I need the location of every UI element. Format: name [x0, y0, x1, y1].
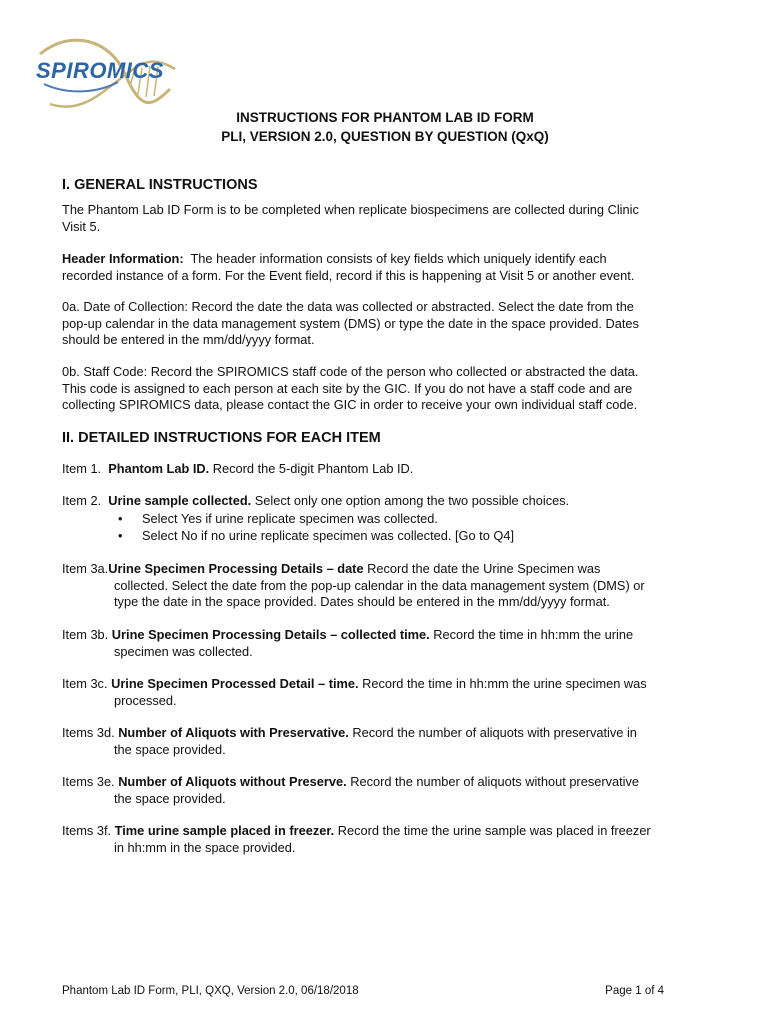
- document-title: INSTRUCTIONS FOR PHANTOM LAB ID FORM: [236, 110, 534, 125]
- section-heading-general: I. GENERAL INSTRUCTIONS: [62, 177, 258, 193]
- staff-code-paragraph: 0b. Staff Code: Record the SPIROMICS staff code of the person who collected or abstracted the data. This code is assigned to each person at each site by the GIC. If you do not have a staff code and are collecting SPIROMICS data, please contact the GIC in order to receive your own individual staff code.: [62, 364, 639, 412]
- header-information-paragraph: Header Information: The header information consists of key fields which uniquely identify each recorded instance of a form. For the Event field, record if this is happening at Visit 5 or another event.: [62, 251, 635, 283]
- footer-form-info: Phantom Lab ID Form, PLI, QXQ, Version 2.0, 06/18/2018: [62, 985, 359, 997]
- list-item: • Select No if no urine replicate specimen was collected. [Go to Q4]: [118, 527, 514, 544]
- list-item: • Select Yes if urine replicate specimen was collected.: [118, 510, 514, 527]
- general-intro-paragraph: The Phantom Lab ID Form is to be completed when replicate biospecimens are collected during Clinic Visit 5.: [62, 202, 639, 234]
- item-3e: Items 3e. Number of Aliquots without Preserve. Record the number of aliquots without preservative the space provided.: [62, 774, 640, 806]
- item-2: Item 2. Urine sample collected. Select only one option among the two possible choices.: [62, 493, 570, 508]
- item-3a: Item 3a.Urine Specimen Processing Details – date Record the date the Urine Specimen was collected. Select the date from the pop-up calendar in the data management system (DMS) or type the date in the space provided. Dates should be entered in the mm/dd/yyyy format.: [62, 561, 645, 609]
- item-3f: Items 3f. Time urine sample placed in freezer. Record the time the urine sample was placed in freezer in hh:mm in the space provided.: [62, 823, 651, 855]
- item-3c: Item 3c. Urine Specimen Processed Detail – time. Record the time in hh:mm the urine specimen was processed.: [62, 676, 647, 708]
- item-1: Item 1. Phantom Lab ID. Record the 5-digit Phantom Lab ID.: [62, 461, 414, 476]
- item-3d: Items 3d. Number of Aliquots with Preservative. Record the number of aliquots with preservative in the space provided.: [62, 725, 637, 757]
- document-subtitle: PLI, VERSION 2.0, QUESTION BY QUESTION (QxQ): [221, 129, 549, 144]
- logo-wordmark: SPIROMICS: [36, 58, 164, 83]
- item-3b: Item 3b. Urine Specimen Processing Details – collected time. Record the time in hh:mm the urine specimen was collected.: [62, 627, 634, 659]
- item-2-options: [118, 510, 514, 544]
- footer-page-number: Page 1 of 4: [605, 985, 664, 997]
- header-info-label: Header Information:: [62, 251, 184, 266]
- section-heading-detailed: II. DETAILED INSTRUCTIONS FOR EACH ITEM: [62, 430, 381, 446]
- date-of-collection-paragraph: 0a. Date of Collection: Record the date the data was collected or abstracted. Select the date from the pop-up calendar in the data management system (DMS) or type the date in the space provided. Dates should be entered in the mm/dd/yyyy format.: [62, 299, 639, 347]
